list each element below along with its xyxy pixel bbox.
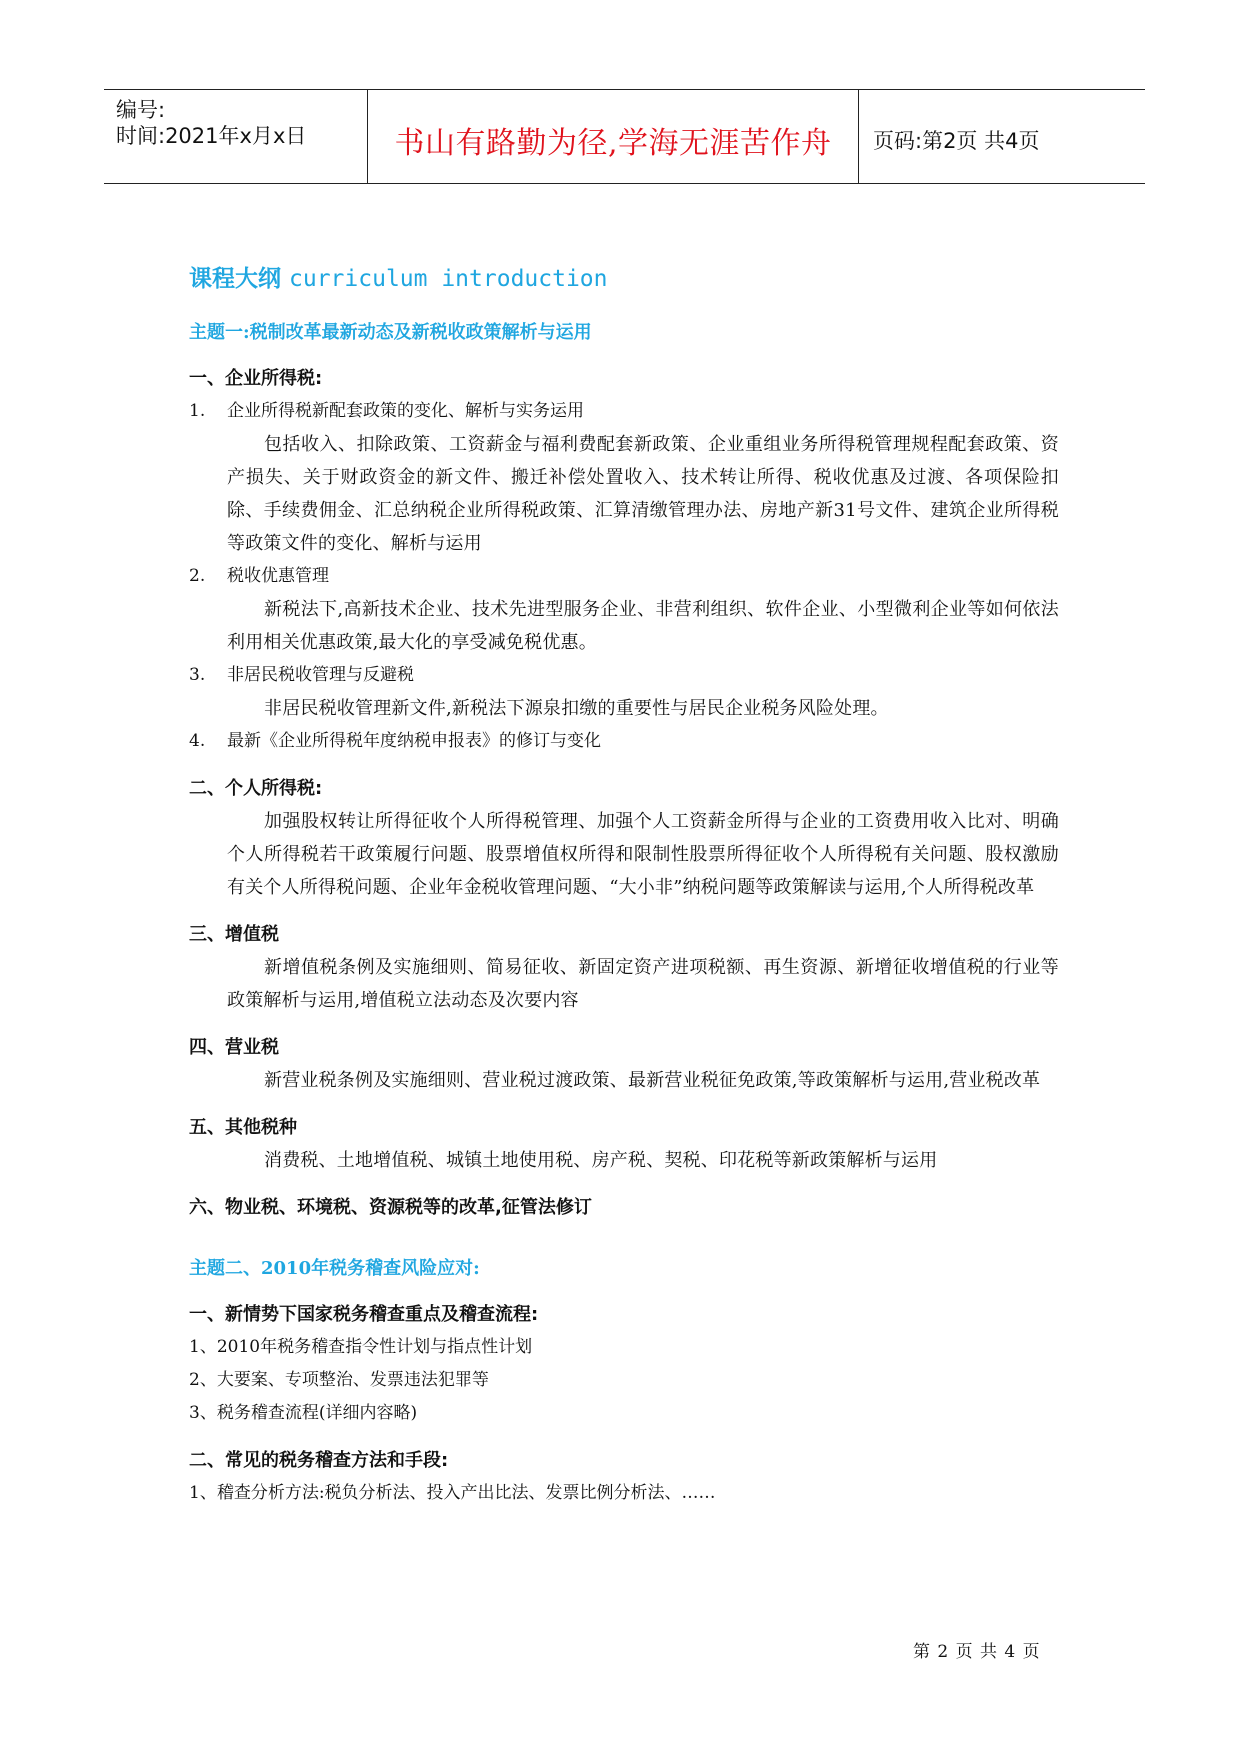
course-title <box>189 260 1059 293</box>
item-number: 1. <box>189 401 206 421</box>
list-line: 1、稽查分析方法:税负分析法、投入产出比法、发票比例分析法、…… <box>189 1483 716 1503</box>
document-body <box>189 260 1059 1510</box>
section-heading: 四、营业税 <box>189 1037 279 1058</box>
course-title-en: curriculum introduction <box>289 266 608 292</box>
number-label: 编号: <box>116 98 166 122</box>
item-text: 非居民税收管理与反避税 <box>227 665 414 685</box>
list-line: 1、2010年税务稽查指令性计划与指点性计划 <box>189 1337 533 1357</box>
item-number: 4. <box>189 731 206 751</box>
topic-2-title: 主题二、2010年税务稽查风险应对: <box>189 1258 480 1279</box>
section-heading: 一、企业所得税: <box>189 368 323 389</box>
section-heading: 六、物业税、环境税、资源税等的改革,征管法修订 <box>189 1197 592 1218</box>
section-heading: 三、增值税 <box>189 924 279 945</box>
page-info-text: 页码:第2页 共4页 <box>873 128 1040 153</box>
section-body: 加强股权转让所得征收个人所得税管理、加强个人工资薪金所得与企业的工资费用收入比对、明确个人所得税若干政策履行问题、股票增值权所得和限制性股票所得征收个人所得税有关问题、股权激励有关个人所得税问题、企业年金税收管理问题、“大小非”纳税问题等政策解读与运用,个人所得税改革 <box>227 811 1059 898</box>
page-header <box>104 89 1145 184</box>
section-body: 消费税、土地增值税、城镇土地使用税、房产税、契税、印花税等新政策解析与运用 <box>264 1150 938 1171</box>
section-heading: 二、个人所得税: <box>189 778 323 799</box>
item-text: 税收优惠管理 <box>227 566 329 586</box>
list-item <box>189 395 1059 428</box>
item-text: 企业所得税新配套政策的变化、解析与实务运用 <box>227 401 584 421</box>
list-line: 2、大要案、专项整治、发票违法犯罪等 <box>189 1370 489 1390</box>
section-heading: 二、常见的税务稽查方法和手段: <box>189 1450 449 1471</box>
item-number: 3. <box>189 665 206 685</box>
list-item <box>189 725 1059 758</box>
item-body: 非居民税收管理新文件,新税法下源泉扣缴的重要性与居民企业税务风险处理。 <box>264 698 889 719</box>
item-text: 最新《企业所得税年度纳税申报表》的修订与变化 <box>227 731 601 751</box>
header-page-info <box>859 90 1145 183</box>
date-label: 时间:2021年x月x日 <box>116 124 307 148</box>
section-heading: 一、新情势下国家税务稽查重点及稽查流程: <box>189 1304 539 1325</box>
item-body: 包括收入、扣除政策、工资薪金与福利费配套新政策、企业重组业务所得税管理规程配套政策、资产损失、关于财政资金的新文件、搬迁补偿处置收入、技术转让所得、税收优惠及过渡、各项保险扣除、手续费佣金、汇总纳税企业所得税政策、汇算清缴管理办法、房地产新31号文件、建筑企业所得税等政策文件的变化、解析与运用 <box>227 434 1059 554</box>
section-body: 新营业税条例及实施细则、营业税过渡政策、最新营业税征免政策,等政策解析与运用,营业税改革 <box>264 1070 1041 1091</box>
section-body: 新增值税条例及实施细则、简易征收、新固定资产进项税额、再生资源、新增征收增值税的行业等政策解析与运用,增值税立法动态及次要内容 <box>227 957 1059 1011</box>
list-item <box>189 560 1059 593</box>
item-body: 新税法下,高新技术企业、技术先进型服务企业、非营利组织、软件企业、小型微利企业等如何依法利用相关优惠政策,最大化的享受减免税优惠。 <box>227 599 1059 653</box>
list-item <box>189 659 1059 692</box>
motto-text: 书山有路勤为径,学海无涯苦作舟 <box>394 125 832 161</box>
section-heading: 五、其他税种 <box>189 1117 297 1138</box>
list-line: 3、税务稽查流程(详细内容略) <box>189 1403 418 1423</box>
header-meta <box>104 90 368 183</box>
course-title-cn: 课程大纲 <box>189 265 281 292</box>
header-motto <box>368 90 859 183</box>
item-number: 2. <box>189 566 206 586</box>
page-footer: 第 2 页 共 4 页 <box>913 1642 1041 1662</box>
topic-1-title: 主题一:税制改革最新动态及新税收政策解析与运用 <box>189 322 592 343</box>
